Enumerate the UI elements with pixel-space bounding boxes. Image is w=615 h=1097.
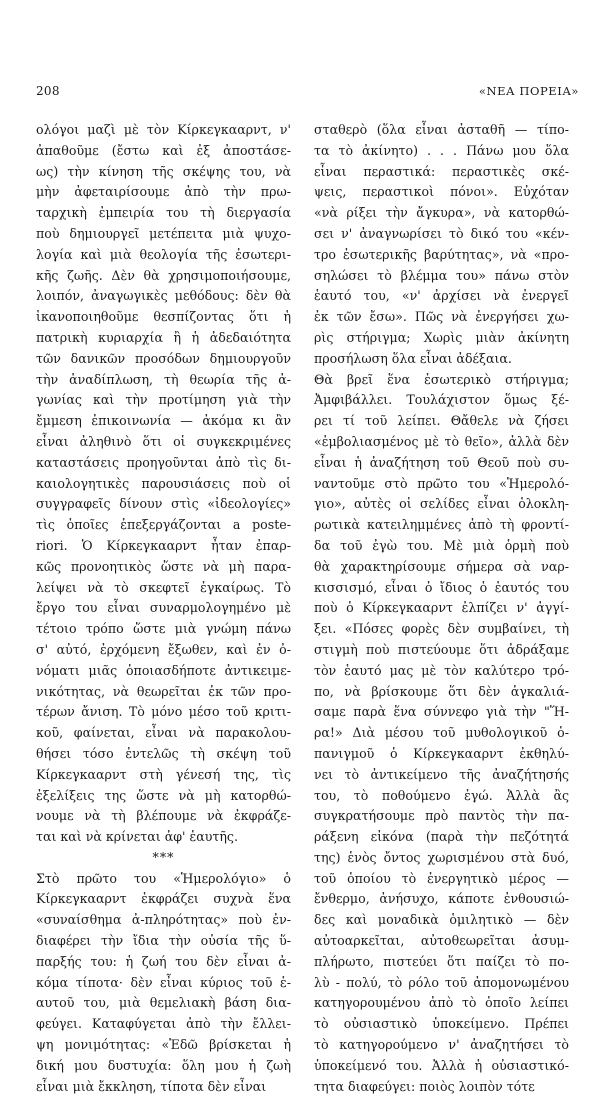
text-line: λοιπόν, ἀναγωγικὲς μεθόδους: δὲν θὰ — [36, 288, 291, 304]
text-line: πανιγμοῦ ὁ Κίρκεγκααρντ ἐκθηλύ- — [314, 745, 569, 761]
text-line: ρει τί τοῦ λείπει. Θἄθελε νὰ ζήσει — [314, 413, 569, 429]
text-line: πο, νὰ βρίσκουμε ὅτι δὲν ἀγκαλιά- — [314, 683, 569, 699]
text-line: διαφέρει τὴν ἴδια τὴν οὐσία τῆς ὕ- — [36, 933, 291, 949]
text-line: της) ἑνὸς ὄντος χωρισμένου στὰ δυό, — [314, 849, 569, 865]
text-line: ἐξελίξεις της ὥστε νὰ μὴ κατορθώ- — [36, 787, 291, 803]
text-line: τὴν ἀναδίπλωση, τὴ θεωρία τῆς ἀ- — [36, 371, 291, 387]
text-line: του, τὸ ποθούμενο ἐγώ. Ἀλλὰ ἂς — [314, 787, 569, 803]
text-line: «νὰ ρίξει τὴν ἄγκυρα», νὰ κατορθώ- — [314, 205, 569, 221]
text-line: ψη μονιμότητας: «Ἐδῶ βρίσκεται ἡ — [36, 1037, 291, 1053]
text-line: νουμε νὰ τὴ βλέπουμε νὰ ἐκφράζε- — [36, 808, 291, 824]
text-line: νόματι μιᾶς ὁποιασδήποτε ἀντικειμε- — [36, 662, 291, 678]
text-line: θήσει τόσο ἐντελῶς τὴ σκέψη τοῦ — [36, 745, 291, 761]
text-line: κῆς ζωῆς. Δὲν θὰ χρησιμοποιήσουμε, — [36, 267, 291, 283]
text-line: ξει. «Πόσες φορὲς δὲν συμβαίνει, τὴ — [314, 621, 569, 637]
text-line: *** — [152, 849, 175, 865]
text-line: μὴν ἀφεταιρίσουμε ἀπὸ τὴν πρω- — [36, 184, 291, 200]
text-line: αὐτοαρκεῖται, αὐτοθεωρεῖται ἀσυμ- — [314, 933, 569, 949]
text-line: προσήλωση ὅλα εἶναι ἀδέξαια. — [314, 350, 512, 366]
text-line: ἑαυτό του, «ν' ἀρχίσει νὰ ἐνεργεῖ — [314, 288, 569, 304]
text-line: δες καὶ μοναδικὰ ὁμιλητικὸ — δὲν — [314, 912, 569, 928]
text-line: τητα διαφεύγει: ποιὸς λοιπὸν τότε — [314, 1078, 535, 1094]
text-line: λὺ - πολύ, τὸ ρόλο τοῦ ἀπομονωμένου — [314, 974, 569, 990]
text-line: παρξής του: ἡ ζωή του δὲν εἶναι ἀ- — [36, 953, 291, 969]
text-line: ἐκ τῶν ἔσω». Πῶς νὰ ἐνεργήσει χω- — [314, 309, 569, 325]
text-line: τῶν δανικῶν προσόδων δημιουργοῦν — [36, 350, 291, 366]
text-line: δική μου δυστυχία: ὅλη μου ἡ ζωὴ — [36, 1057, 291, 1073]
text-line: ποὺ δημιουργεῖ μετέπειτα μιὰ ψυχο- — [36, 225, 291, 241]
text-line: θὰ χαρακτηρίσουμε σήμερα σὰ ναρ- — [314, 558, 569, 574]
text-line: riori. Ὁ Κίρκεγκααρντ ἦταν ἐπαρ- — [36, 537, 291, 553]
text-line: τοῦ ὁποίου τὸ ἐνεργητικὸ μέρος — — [314, 870, 569, 886]
text-line: λογία καὶ μιὰ θεολογία τῆς ἐσωτερι- — [36, 246, 291, 262]
text-line: κατηγορουμένου ἀπὸ τὸ ὁποῖο λείπει — [314, 995, 569, 1011]
text-line: Κίρκεγκααρντ ἐκφράζει συχνὰ ἕνα — [36, 891, 291, 907]
text-line: «συναίσθημα ἀ-πληρότητας» ποὺ ἐν- — [36, 912, 291, 928]
text-line: ἔμμεση ἐπικοινωνία — ἀκόμα κι ἂν — [36, 413, 291, 429]
text-line: Θὰ βρεῖ ἕνα ἐσωτερικὸ στήριγμα; — [314, 371, 569, 387]
text-line: ρα!» Διὰ μέσου τοῦ μυθολογικοῦ ὁ- — [314, 725, 569, 741]
text-line: ὑποκείμενό του. Ἀλλὰ ἡ οὐσιαστικό- — [314, 1057, 569, 1073]
text-line: ἔνθερμο, ἀνήσυχο, κάποτε ἐνθουσιώ- — [314, 891, 569, 907]
text-line: στιγμὴ ποὺ πιστεύουμε ὅτι ἀδράξαμε — [314, 641, 569, 657]
text-line: ταρχικὴ ἐμπειρία του τὴ διεργασία — [36, 205, 291, 221]
text-line: Στὸ πρῶτο του «Ἡμερολόγιο» ὁ — [36, 870, 291, 886]
text-line: τὸ οὐσιαστικὸ ὑποκείμενο. Πρέπει — [314, 1016, 569, 1032]
left-column — [36, 120, 291, 1097]
text-line: ράξενη εἰκόνα (παρὰ τὴν πεζότητά — [314, 829, 569, 845]
text-line: νει τὸ ἀντικείμενο τῆς ἀναζήτησής — [314, 766, 569, 782]
text-line: εἶναι ἡ ἀναζήτηση τοῦ Θεοῦ ποὺ συ- — [314, 454, 569, 470]
text-line: ἀπαθοῦμε (ἔστω καὶ ἐξ ἀποστάσε- — [36, 142, 291, 158]
running-head: «ΝΕΑ ΠΟΡΕΙΑ» — [478, 84, 579, 98]
text-line: εἶναι μιὰ ἔκκληση, τίποτα δὲν εἶναι — [36, 1078, 267, 1094]
text-line: γωνίας καὶ τὴν προτίμηση γιὰ τὴν — [36, 392, 291, 408]
text-line: ολόγοι μαζὶ μὲ τὸν Κίρκεγκααρντ, ν' — [36, 122, 291, 137]
text-line: τὸ κατηγορούμενο ν' ἀναζητήσει τὸ — [314, 1037, 569, 1053]
text-line: ρὶς στήριγμα; Χωρὶς μιὰν ἀκίνητη — [314, 329, 569, 345]
text-line: σ' αὐτό, ἐρχόμενη ἔξωθεν, καὶ ἐν ὀ- — [36, 641, 291, 657]
text-line: λείψει νὰ τὸ σκεφτεῖ ἐγκαίρως. Τὸ — [36, 579, 291, 595]
text-line: ναντοῦμε στὸ πρῶτο του «Ἡμερολό- — [314, 475, 569, 491]
text-line: συγκρατήσουμε πρὸ παντὸς τὴν πα- — [314, 808, 569, 824]
text-line: καταστάσεις προηγοῦνται ἀπὸ τὶς δι- — [36, 454, 291, 470]
page-number: 208 — [36, 84, 60, 98]
text-line: καιολογητικὲς παρουσιάσεις ποὺ οἱ — [36, 475, 291, 491]
text-line: Ἀμφιβάλλει. Τουλάχιστον ὅμως ξέ- — [314, 392, 569, 408]
text-line: «ἐμβολιασμένος μὲ τὸ θεῖο», ἀλλὰ δὲν — [314, 433, 569, 449]
text-line: τὸν ἑαυτό μας μὲ τὸν καλύτερο τρό- — [314, 662, 569, 678]
text-line: τέτοιο τρόπο ὥστε μιὰ γνώμη πάνω — [36, 621, 291, 637]
text-line: κοῦ, φαίνεται, εἶναι νὰ παρακολου- — [36, 725, 291, 741]
text-line: κῶς προνοητικὸς ὥστε νὰ μὴ παρα- — [36, 558, 291, 574]
text-line: σει ν' ἀναγνωρίσει τὸ δικό του «κέν- — [314, 225, 569, 241]
text-line: Κίρκεγκααρντ στὴ γένεσή της, τὶς — [36, 766, 291, 782]
text-line: κισσισμό, εἶναι ὁ ἴδιος ὁ ἑαυτός του — [314, 579, 569, 595]
text-line: ψεις, περαστικοὶ πόνοι». Εὐχόταν — [314, 184, 569, 200]
text-line: τὶς ὁποῖες ἐπεξεργάζονται a poste- — [36, 517, 291, 533]
text-line: ρωτικὰ κατειλημμένες ἀπὸ τὴ φροντί- — [314, 517, 569, 533]
text-line: νικότητας, νὰ θεωρεῖται ἐκ τῶν προ- — [36, 683, 291, 699]
text-line: τρο ἐσωτερικῆς βαρύτητας», νὰ «προ- — [314, 246, 569, 262]
text-line: κόμα τίποτα· δὲν εἶναι κύριος τοῦ ἑ- — [36, 974, 291, 990]
text-line: πλήρωτο, πιστεύει ὅτι παίζει τὸ πο- — [314, 953, 569, 969]
text-line: πατρικὴ κυριαρχία ἢ ἡ ἀδεδαιότητα — [36, 329, 291, 345]
text-line: ται καὶ νὰ κρίνεται ἀφ' ἑαυτῆς. — [36, 829, 238, 845]
text-line: εἶναι ἀληθινὸ ὅτι οἱ συγκεκριμένες — [36, 433, 291, 449]
text-line: τα τὸ ἀκίνητο) . . . Πάνω μου ὅλα — [314, 142, 569, 158]
text-line: δα τοῦ ἐγὼ του. Μὲ μιὰ ὁρμὴ ποὺ — [314, 537, 569, 553]
text-line: ἱκανοποιηθοῦμε θεσπίζοντας ὅτι ἡ — [36, 309, 291, 325]
text-line: σαμε παρὰ ἕνα σύννεφο γιὰ τὴν "Ἥ- — [314, 704, 569, 720]
text-line: εἶναι περαστικά: περαστικὲς σκέ- — [314, 163, 569, 179]
text-line: σηλώσει τὸ βλέμμα του» πάνω στὸν — [314, 267, 569, 283]
text-line: αυτοῦ του, μιὰ θεμελιακὴ βάση δια- — [36, 995, 291, 1011]
text-line: συγγραφεῖς δίνουν στὶς «ἰδεολογίες» — [36, 496, 291, 512]
text-line: γιο», αὐτὲς οἱ σελίδες εἶναι ὁλοκλη- — [314, 496, 569, 512]
right-column — [314, 120, 569, 1097]
text-line: ως) τὴν κίνηση τῆς σκέψης του, νὰ — [36, 163, 291, 179]
text-line: τέρων ἄνιση. Τὸ μόνο μέσο τοῦ κριτι- — [36, 704, 291, 720]
text-line: σταθερὸ (ὅλα εἶναι ἀσταθῆ — τίπο- — [314, 122, 569, 137]
text-line: φεύγει. Καταφύγεται ἀπὸ τὴν ἔλλει- — [36, 1016, 291, 1032]
text-line: ποὺ ὁ Κίρκεγκααρντ ἐλπίζει ν' ἀγγί- — [314, 600, 569, 616]
text-line: ἔργο του εἶναι συναρμολογημένο μὲ — [36, 600, 291, 616]
